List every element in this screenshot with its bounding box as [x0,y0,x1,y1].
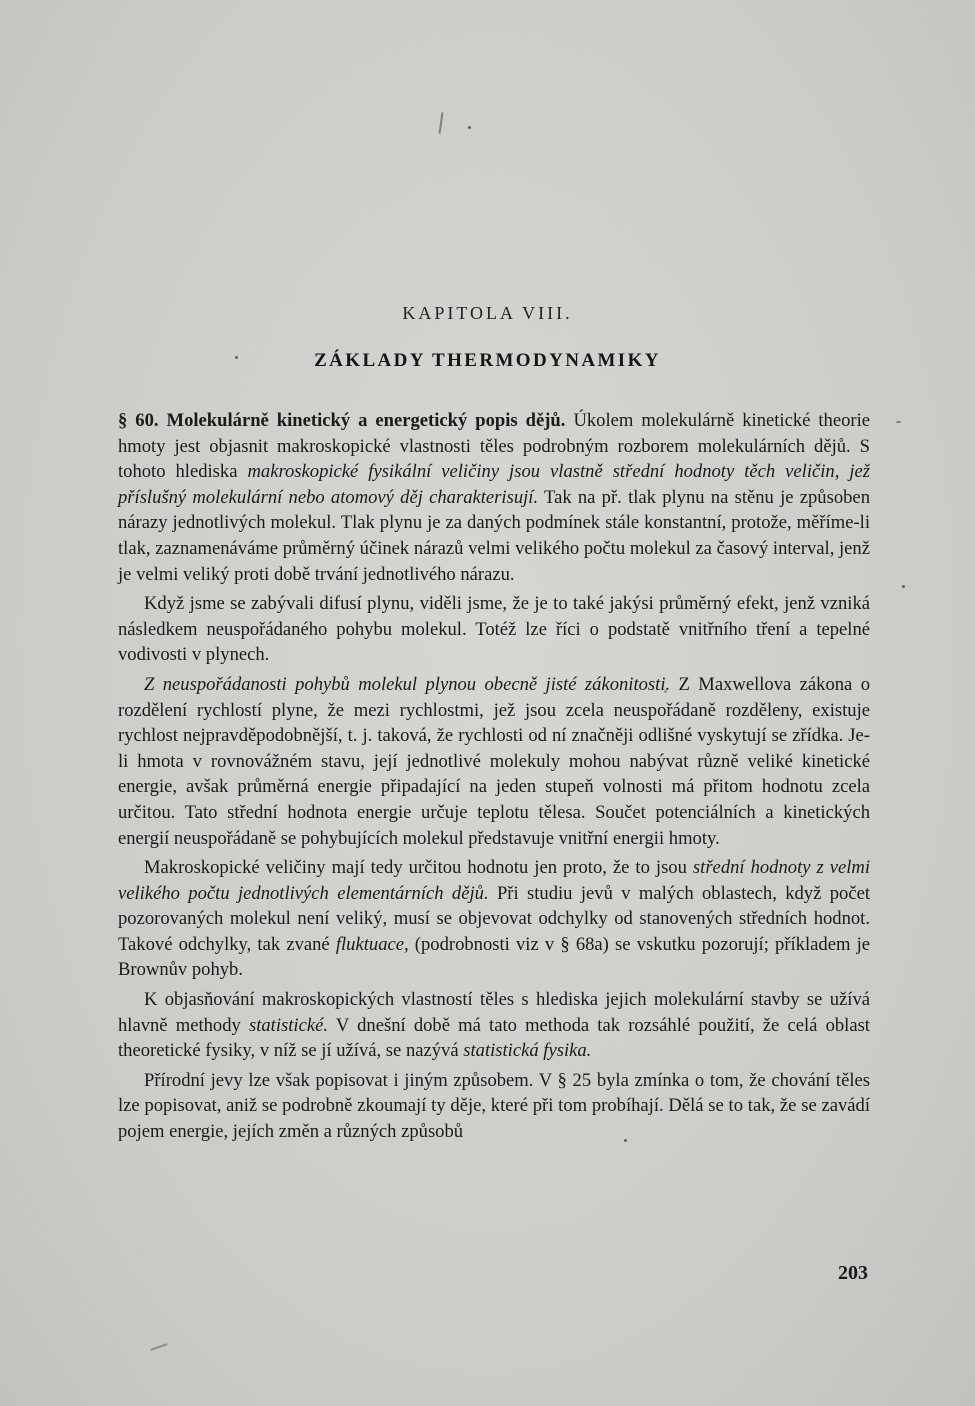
paragraph-1 [118,408,870,587]
text-run: Úkolem molekulárně kinetické theorie hmoty jest objasnit makroskopické vlastnosti těles podrobným rozborem molekulárních dějů. S tohoto hlediska [118,410,871,483]
italic-run: Z neuspořádanosti pohybů molekul plynou obecně jisté zákonitosti. [144,673,671,695]
chapter-title: ZÁKLADY THERMODYNAMIKY [314,350,661,371]
print-speck [438,112,443,134]
section-title: Molekulárně kinetický a energetický popis dějů. [166,410,566,431]
text-run: Když jsme se zabývali difusí plynu, viděli jsme, že je to také jakýsi průměrný efekt, jenž vzniká následkem neuspořádaného pohybu molekul. Totéž lze říci o podstatě vnitřního tření a tepelné vodivosti v plynech. [118,593,870,666]
page-number: 203 [838,1262,868,1284]
print-speck [902,585,905,588]
paragraph-6 [118,1068,870,1145]
print-speck [150,1343,168,1351]
italic-run: statistické. [248,1014,328,1036]
print-speck [896,421,901,423]
paragraph-4 [118,855,870,983]
chapter-label: KAPITOLA VIII. [402,303,573,323]
italic-run: fluktuace, [335,933,409,955]
text-run: Tak na př. tlak plynu na stěnu je způsoben nárazy jednotlivých molekul. Tlak plynu je za daných podmínek stále konstantní, protože, měříme-li tlak, zaznamenáváme průměrný účinek nárazů velmi velikého počtu molekul za časový interval, jenž je velmi veliký proti době trvání jednotlivého nárazu. [118,486,870,585]
text-run: Přírodní jevy lze však popisovat i jiným způsobem. V § 25 byla zmínka o tom, že chování těles lze popisovat, aniž se podrobně zkoumají ty děje, které při tom probíhají. Dělá se to tak, že se zavádí pojem energie, jejích změn a různých způsobů [118,1069,870,1143]
text-run: (podrobnosti viz v § 68a) se vskutku pozorují; příkladem je Brownův pohyb. [118,933,870,981]
paragraph-2 [118,591,870,668]
text-run: Při studiu jevů v malých oblastech, když počet pozorovaných molekul není veliký, musí se objevovat odchylky od stanovených středních hodnot. Takové odchylky, tak zvané [118,882,870,955]
paragraph-5 [118,987,870,1064]
paragraph-3 [118,672,870,851]
text-run: Makroskopické veličiny mají tedy určitou hodnotu jen proto, že to jsou [144,857,693,879]
italic-run: střední hodnoty z velmi velikého počtu jednotlivých elementárních dějů. [118,857,871,904]
text-run: K objasňování makroskopických vlastností těles s hlediska jejich molekulární stavby se užívá hlavně methody [118,989,870,1036]
italic-run: statistická fysika. [463,1040,592,1062]
italic-run: makroskopické fysikální veličiny jsou vlastně střední hodnoty těch veličin, jež příslušný molekulární nebo atomový děj charakterisují. [118,461,871,508]
print-speck [468,126,471,129]
section-heading [118,410,565,431]
section-number: § 60. [118,410,159,431]
text-run: V dnešní době má tato methoda tak rozsáhlé použití, že celá oblast theoretické fysiky, v níž se jí užívá, se nazývá [118,1014,870,1062]
body-text [118,408,870,1145]
text-run: Z Maxwellova zákona o rozdělení rychlostí plyne, že mezi rychlostmi, jež jsou zcela neuspořádaně rozděleny, existuje rychlost nejpravděpodobnější, t. j. taková, že rychlosti od ní značněji odlišné vyskytují se zřídka. Je-li hmota v rovnovážném stavu, její jednotlivé molekuly mohou nabývat různě veliké kinetické energie, avšak průměrná energie připadající na jeden stupeň volnosti má přitom hodnotu zcela určitou. Tato střední hodnota energie určuje teplotu tělesa. Součet potenciálních a kinetických energií neuspořádaně se pohybujících molekul představuje vnitřní energii hmoty. [118,673,870,849]
